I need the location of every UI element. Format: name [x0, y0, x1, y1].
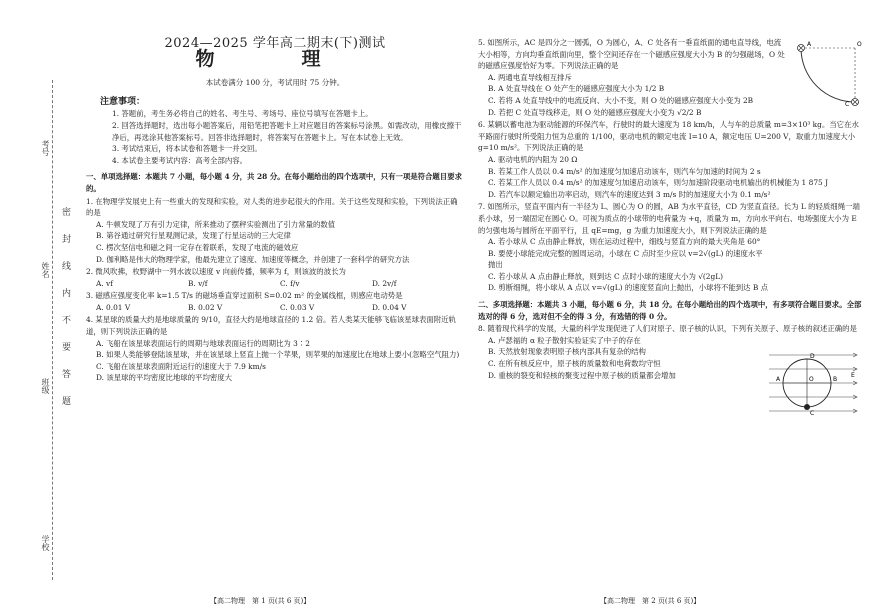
- option: D. 伽利略是伟大的物理学家，他最先建立了速度、加速度等概念，并创建了一套科学的研究方法: [96, 254, 410, 264]
- seal-char: 线: [62, 262, 72, 272]
- circle-field-figure: [765, 345, 861, 417]
- exam-info: 本试卷满分 100 分，考试用时 75 分钟。: [205, 78, 345, 88]
- arc: [801, 48, 855, 102]
- label-e: E: [851, 372, 855, 379]
- question-5: 5. 如图所示，AC 是四分之一圆弧，O 为圆心，A、C 处各有一垂直纸面的通电直导线，电流大小相等，方向均垂直纸面向里，整个空间还存在一个磁感应强度大小为 B 的匀强磁场，O 处的磁感应强度恰好为零。下列说法正确的是: [478, 38, 785, 71]
- name-label: 姓名: [41, 262, 50, 278]
- subject-title: 物 理: [195, 47, 355, 70]
- option: B. 若某工作人员以 0.4 m/s² 的加速度匀加速启动该车，则汽车匀加速的时间为 2 s: [488, 166, 761, 176]
- seal-char: 题: [62, 397, 72, 407]
- option: A. 两通电直导线相互排斥: [488, 72, 572, 82]
- question-1: 1. 在物理学发展史上有一些重大的发现和实验，对人类的进步起很大的作用。关于这些发现和实验，下列说法正确的是: [86, 196, 458, 218]
- option: B. 如果人类能够登陆该星球，并在该星球上竖直上抛一个苹果，则苹果的加速度比在地球上要小(忽略空气阻力): [96, 350, 460, 360]
- label-o: O: [809, 376, 814, 383]
- option: D. 2v/f: [372, 278, 397, 288]
- label-c: C: [845, 101, 850, 108]
- school-label: 学校: [41, 535, 50, 551]
- section-2-heading: 二、多项选择题：本题共 3 小题，每小题 6 分，共 18 分。在每小题给出的四个选项中，有多项符合题目要求。全部选对的得 6 分，选对但不全的得 3 分，有选错的得 0 分。: [478, 300, 862, 321]
- notes-title: 注意事项：: [100, 96, 146, 107]
- option: A. 驱动电机的内阻为 20 Ω: [488, 154, 578, 164]
- question-6: 6. 某辆以蓄电池为驱动能源的环保汽车，行驶时的最大速度为 18 km/h，人与车的总质量 m=3×10³ kg。当它在水平路面行驶时所受阻力恒为总重的 1/100，驱动电机的额定电流 I=10 A，额定电压 U=200 V，取重力加速度大小 g=10 m/s²。下列说法正确的是: [478, 120, 859, 153]
- footer-page-1: 【高二物理 第 1 页(共 6 页)】: [210, 597, 311, 605]
- option: C. 飞船在该星球表面附近运行的速度大于 7.9 km/s: [96, 361, 266, 371]
- option: B. 0.02 V: [188, 302, 223, 312]
- seal-char: 答: [62, 370, 72, 380]
- label-a: A: [776, 376, 781, 383]
- class-label: 班级: [41, 378, 50, 394]
- seal-line: [52, 80, 54, 580]
- seal-char: 内: [62, 289, 72, 299]
- note-item: 2. 回答选择题时，选出每小题答案后，用铅笔把答题卡上对应题目的答案标号涂黑。如需改动，用橡皮擦干净后，再选涂其他答案标号。回答非选择题时，将答案写在答题卡上。写在本试卷上无效。: [112, 120, 462, 142]
- option: A. vf: [96, 278, 113, 288]
- seal-char: 不: [62, 316, 72, 326]
- option: B. v/f: [188, 278, 208, 288]
- binding-sidebar: [0, 0, 78, 614]
- question-4: 4. 某星球的质量大约是地球质量的 9/10，直径大约是地球直径的 1.2 倍。若人类某天能够飞临该星球表面附近轨道，则下列说法正确的是: [86, 315, 456, 337]
- label-o: O: [857, 41, 862, 48]
- option: C. 0.03 V: [280, 302, 315, 312]
- seal-char: 要: [62, 343, 72, 353]
- option: B. 天然放射现象表明原子核内部具有复杂的结构: [488, 347, 646, 357]
- label-d: D: [810, 353, 815, 360]
- question-3: 3. 磁感应强度变化率 k=1.5 T/s 的磁场垂直穿过面积 S=0.02 m² 的金属线框，则感应电动势是: [86, 291, 403, 301]
- question-2: 2. 微风吹拂，枚野湖中一列水波以速度 v 向前传播，频率为 f，则该波的波长为: [86, 267, 346, 277]
- footer-page-2: 【高二物理 第 2 页(共 6 页)】: [600, 597, 701, 605]
- exam-no-label: 考号: [41, 140, 50, 156]
- option: D. 该星球的平均密度比地球的平均密度大: [96, 373, 233, 383]
- note-item: 4. 本试卷主要考试内容：高考全部内容。: [112, 155, 248, 165]
- option: C. 在所有核反应中，原子核的质量数和电荷数均守恒: [488, 359, 661, 369]
- options-row: [86, 278, 464, 290]
- exam-title: 2024—2025 学年高二期末(下)测试: [164, 36, 386, 51]
- option: C. 楞次坚信电和磁之间一定存在着联系，发现了电流的磁效应: [96, 242, 299, 252]
- section-1-heading: 一、单项选择题：本题共 7 小题，每小题 4 分，共 28 分。在每小题给出的四个选项中，只有一项是符合题目要求的。: [86, 172, 462, 193]
- option: A. 若小球从 C 点由静止释放，则在运动过程中，细线与竖直方向的最大夹角是 60°: [488, 237, 761, 247]
- option: B. A 处直导线在 O 处产生的磁感应强度大小为 1/2 B: [488, 84, 665, 94]
- option: C. 若某工作人员以 0.4 m/s² 的加速度匀加速启动该车，则匀加速阶段驱动电机输出的机械能为 1 875 J: [488, 178, 829, 188]
- option: A. 卢瑟福的 α 粒子散射实验证实了中子的存在: [488, 335, 641, 345]
- option: B. 要使小球能完成完整的圆周运动，小球在 C 点时至少应以 v=2√(gL) 的速度水平抛出: [488, 248, 763, 270]
- note-item: 1. 答题前，考生务必将自己的姓名、考生号、考场号、座位号填写在答题卡上。: [112, 109, 373, 119]
- option: A. 0.01 V: [96, 302, 131, 312]
- page-2: [478, 0, 863, 614]
- option: C. 若将 A 处直导线中的电流反向、大小不变，则 O 处的磁感应强度大小变为 2B: [488, 95, 754, 105]
- question-7: 7. 如图所示，竖直平面内有一半径为 L、圆心为 O 的圆，AB 为水平直径，CD 为竖直直径。长为 L 的轻质细绳一端系小球，另一端固定在圆心 O。可视为质点的小球带的电荷量为 +q，质量为 m，方向水平向右、电场强度大小为 E 的匀强电场与圆所在平面平行，且 qE=mg，g 为重力加速度大小，则下列说法正确的是: [478, 202, 860, 235]
- seal-char: 封: [62, 235, 72, 245]
- option: D. 0.04 V: [372, 302, 407, 312]
- note-item: 3. 考试结束后，将本试卷和答题卡一并交回。: [112, 144, 262, 154]
- label-a: A: [807, 41, 812, 48]
- option: A. 牛顿发现了万有引力定律，所来推动了摆秤实验测出了引力常量的数值: [96, 219, 336, 229]
- option: C. 若小球从 A 点由静止释放，则到达 C 点时小球的速度大小为 √(2gL): [488, 271, 724, 281]
- label-b: B: [833, 376, 838, 383]
- page-1: [86, 0, 464, 614]
- option: D. 若汽车以额定输出功率启动，则汽车的速度达到 3 m/s 时的加速度大小为 0.1 m/s²: [488, 189, 771, 199]
- option: D. 剪断细绳，将小球从 A 点以 v=√(gL) 的速度竖直向上抛出，小球将不能到达 B 点: [488, 283, 769, 293]
- quarter-circle-figure: [793, 38, 863, 108]
- option: D. 重核的裂变和轻核的聚变过程中原子核的质量都会增加: [488, 370, 676, 380]
- label-c: C: [810, 410, 815, 417]
- seal-char: 密: [62, 208, 72, 218]
- options-row: [86, 302, 464, 314]
- question-8: 8. 随着现代科学的发展，大量的科学发现促进了人们对原子、原子核的认识，下列有关原子、原子核的叙述正确的是: [478, 324, 857, 334]
- option: B. 第谷通过研究行星观测记录，发现了行星运动的三大定律: [96, 231, 291, 241]
- option: C. f/v: [280, 278, 300, 288]
- option: D. 若把 C 处直导线移走，则 O 处的磁感应强度大小变为 √2/2 B: [488, 107, 702, 117]
- option: A. 飞船在该星球表面运行的周期与地球表面运行的周期比为 3∶2: [96, 338, 310, 348]
